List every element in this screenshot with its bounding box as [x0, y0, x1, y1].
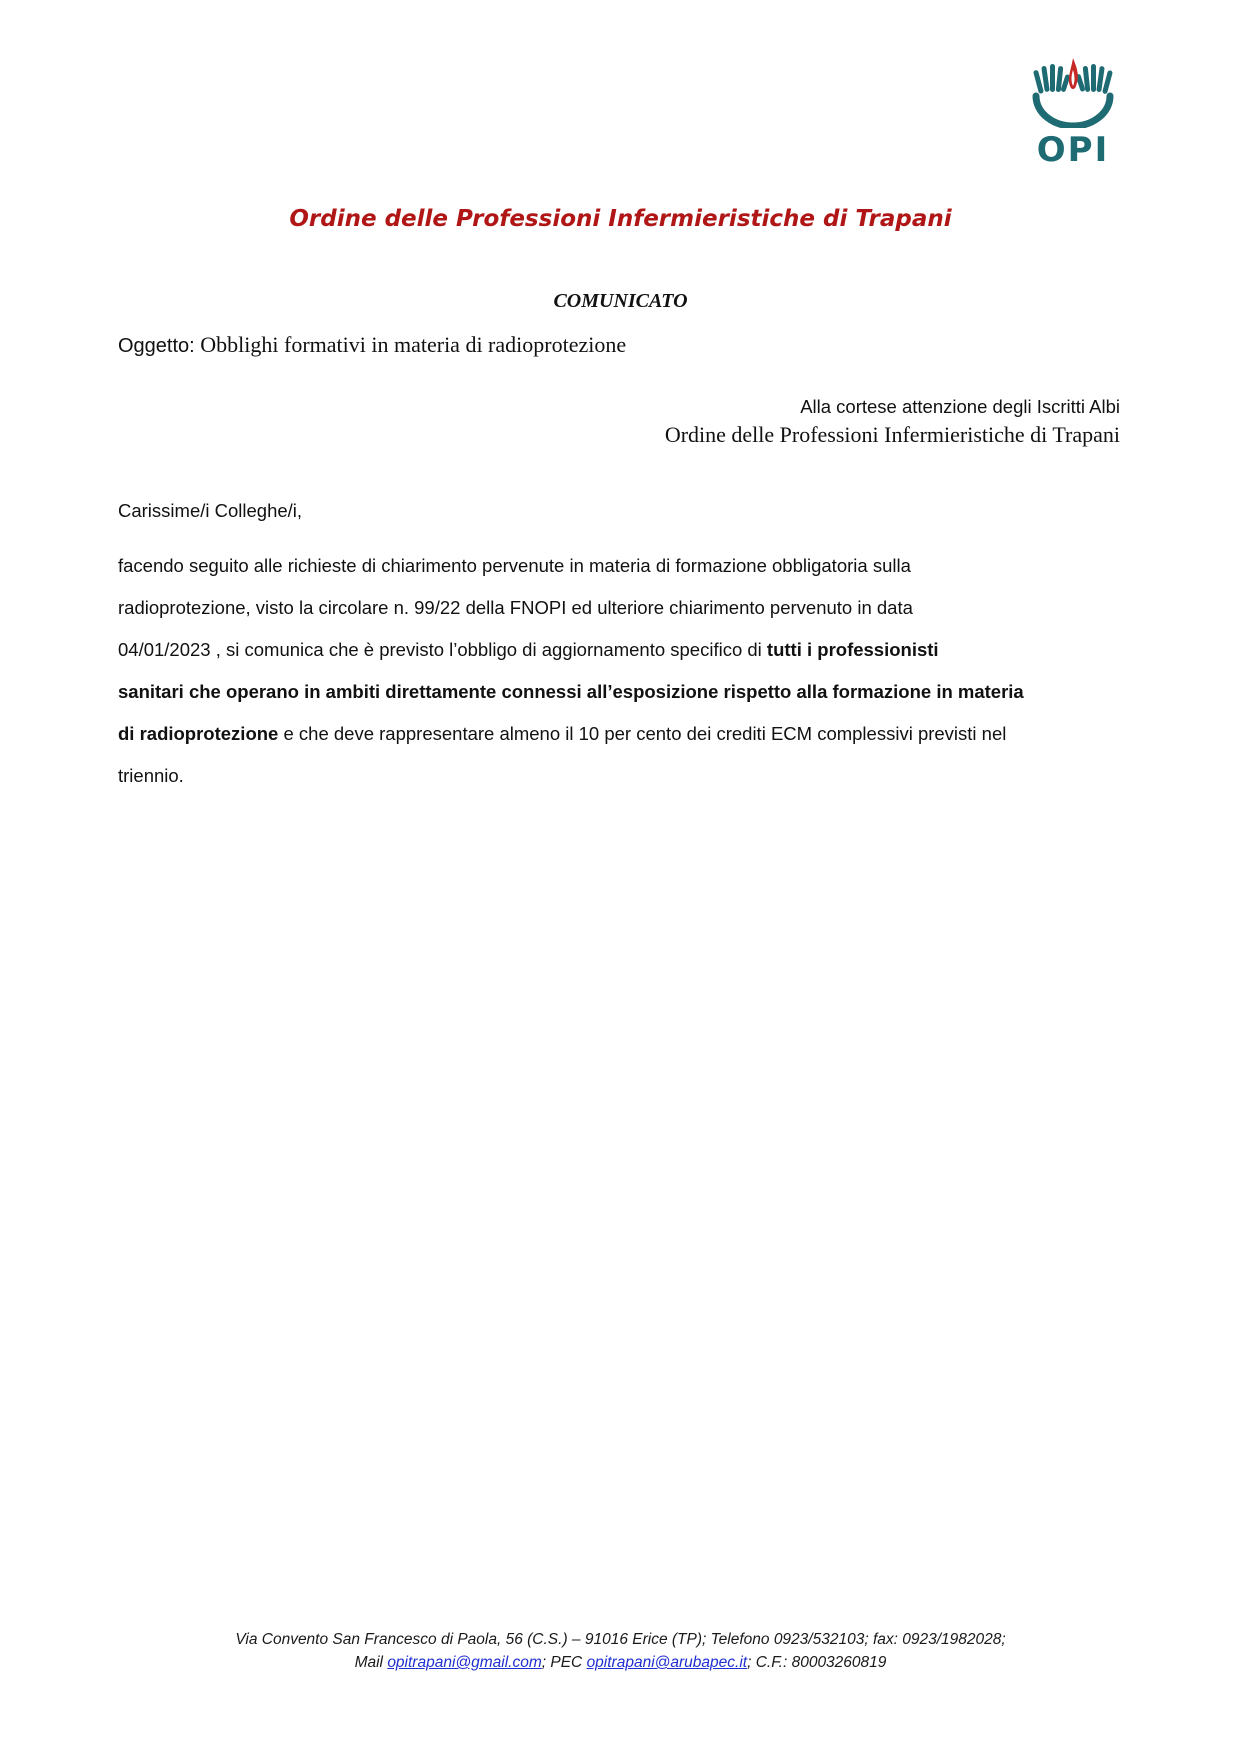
opi-logo [1030, 56, 1116, 168]
email-link[interactable]: opitrapani@gmail.com [387, 1654, 542, 1671]
logo-text: OPI [1036, 130, 1110, 170]
body-line-1: facendo seguito alle richieste di chiarimento pervenute in materia di formazione obbligatoria sulla [118, 555, 911, 576]
body-line-3-bold: tutti i professionisti [766, 639, 939, 660]
body-paragraph [118, 545, 1128, 797]
subject-line [118, 332, 626, 358]
footer-address: Via Convento San Francesco di Paola, 56 (C.S.) – 91016 Erice (TP); Telefono 0923/532103; fax: 0923/1982028; [235, 1631, 1006, 1648]
org-title: Ordine delle Professioni Infermieristiche di Trapani [289, 206, 952, 232]
footer-pec-label: ; PEC [541, 1654, 587, 1671]
greeting: Carissime/i Colleghe/i, [118, 500, 303, 521]
footer [0, 1628, 1241, 1674]
body-line-5-normal: e che deve rappresentare almeno il 10 per cento dei crediti ECM complessivi previsti nel [278, 723, 1007, 744]
pec-email-link[interactable]: opitrapani@arubapec.it [586, 1654, 748, 1671]
body-line-5 [118, 713, 1128, 755]
subject-text: Obblighi formativi in materia di radioprotezione [200, 332, 627, 357]
document-type-label: COMUNICATO [553, 290, 688, 312]
recipient-line-1: Alla cortese attenzione degli Iscritti Albi [800, 396, 1120, 417]
body-line-2: radioprotezione, visto la circolare n. 99/22 della FNOPI ed ulteriore chiarimento pervenuto in data [118, 597, 913, 618]
subject-label: Oggetto: [118, 335, 195, 357]
footer-tax-code: ; C.F.: 80003260819 [747, 1654, 887, 1671]
recipient-block [665, 394, 1120, 450]
recipient-line-2: Ordine delle Professioni Infermieristiche di Trapani [664, 422, 1120, 447]
body-line-3 [118, 629, 1128, 671]
body-line-6: triennio. [118, 765, 184, 786]
body-line-5-bold: di radioprotezione [118, 723, 279, 744]
body-line-4-bold: sanitari che operano in ambiti direttamente connessi all’esposizione rispetto alla formazione in materia [118, 681, 1024, 702]
footer-mail-label: Mail [354, 1654, 388, 1671]
opi-hands-flame-icon [1030, 56, 1116, 128]
footer-contacts [0, 1651, 1241, 1674]
body-line-3-normal: 04/01/2023 , si comunica che è previsto l’obbligo di aggiornamento specifico di [118, 639, 767, 660]
body-line-4 [118, 671, 1128, 713]
